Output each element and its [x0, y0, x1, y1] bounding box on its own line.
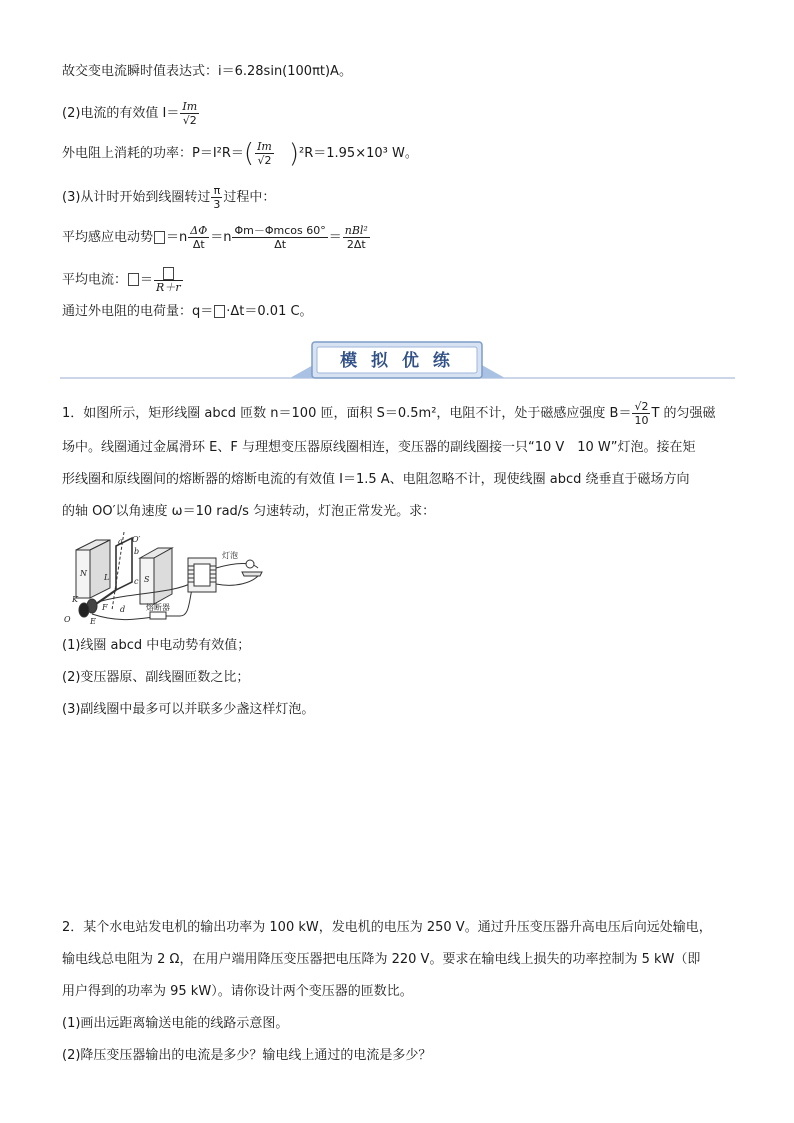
solution-line-6	[62, 266, 184, 294]
text: 1．如图所示，矩形线圈 abcd 匝数 n＝100 匝，面积 S＝0.5m²，电阻不计，处于磁感应强度 B＝	[62, 406, 632, 421]
solution-line-1	[62, 62, 352, 82]
text: (2)变压器原、副线圈匝数之比；	[62, 670, 250, 685]
text: T 的匀强磁	[651, 406, 716, 421]
problem2-question-1	[62, 1014, 288, 1034]
numerator: ΔΦ	[190, 224, 208, 237]
problem1-question-1	[62, 636, 250, 656]
denominator: √2	[257, 154, 272, 167]
label-oprime: O′	[132, 535, 141, 544]
text: 形线圈和原线圈间的熔断器的熔断电流的有效值 I＝1.5 A、电阻忽略不计，现使线圈 abcd 绕垂直于磁场方向	[62, 472, 690, 487]
text: ＝n	[166, 230, 188, 245]
label-bulb: 灯泡	[222, 551, 238, 560]
text: 场中。线圈通过金属滑环 E、F 与理想变压器原线圈相连，变压器的副线圈接一只“10 V 10 W”灯泡。接在矩	[62, 440, 696, 455]
text: ＝n	[210, 230, 232, 245]
label-s: S	[144, 575, 150, 584]
denominator: 10	[634, 414, 649, 427]
fraction	[255, 140, 274, 167]
fraction	[188, 224, 209, 251]
problem2-line-3	[62, 982, 413, 1002]
numerator: π	[211, 184, 222, 198]
bulb-wire-bottom	[216, 576, 258, 585]
text: 外电阻上消耗的功率：P＝I²R＝	[62, 146, 244, 161]
label-k: K	[72, 595, 78, 604]
label-b: b	[134, 547, 140, 556]
text: ＝	[328, 230, 342, 245]
numerator: nBl²	[344, 224, 368, 237]
text: ＝	[140, 272, 154, 288]
text: (3)副线圈中最多可以并联多少盏这样灯泡。	[62, 702, 315, 717]
fuse	[150, 612, 166, 619]
section-banner	[60, 340, 735, 384]
magnet-s-side	[154, 548, 172, 604]
problem2-line-1	[62, 918, 712, 938]
text: (2)电流的有效值 I＝	[62, 106, 180, 121]
text: 2．某个水电站发电机的输出功率为 100 kW，发电机的电压为 250 V。通过升压变压器升高电压后向远处输电，	[62, 920, 712, 935]
placeholder-glyph	[214, 305, 225, 318]
transformer-window	[194, 564, 210, 586]
fraction	[632, 400, 650, 427]
label-e: E	[90, 617, 96, 626]
label-l: L	[104, 573, 110, 582]
text: 平均电流：	[62, 272, 128, 288]
placeholder-glyph	[128, 273, 139, 286]
text: (1)线圈 abcd 中电动势有效值；	[62, 638, 251, 653]
text: 的轴 OO′以角速度 ω＝10 rad/s 匀速转动，灯泡正常发光。求：	[62, 504, 436, 519]
placeholder-glyph	[163, 267, 174, 280]
denominator: Δt	[192, 238, 205, 251]
text: (1)画出远距离输送电能的线路示意图。	[62, 1016, 289, 1031]
denominator: √2	[182, 114, 197, 127]
banner-wing-right	[480, 364, 505, 378]
problem1-question-2	[62, 668, 249, 688]
numerator: √2	[634, 400, 649, 413]
label-f: F	[102, 603, 108, 612]
numerator	[154, 266, 183, 281]
text: ²R＝1.95×10³ W。	[299, 146, 418, 161]
problem1-line-2	[62, 438, 696, 458]
text: 平均感应电动势	[62, 230, 154, 245]
fraction	[154, 266, 183, 294]
slip-ring-f	[79, 603, 89, 617]
fraction	[180, 100, 199, 127]
section-title: 模 拟 优 练	[340, 351, 454, 371]
label-fuse: 熔断器	[146, 603, 170, 612]
text: 输电线总电阻为 2 Ω，在用户端用降压变压器把电压降为 220 V。要求在输电线上损失的功率控制为 5 kW（即	[62, 952, 701, 967]
label-d: d	[120, 605, 126, 614]
problem1-line-3	[62, 470, 690, 490]
solution-line-3	[62, 140, 418, 167]
fraction	[343, 224, 370, 251]
label-a: a	[118, 537, 123, 546]
problem1-line-1	[62, 400, 716, 427]
text: 用户得到的功率为 95 kW）。请你设计两个变压器的匝数比。	[62, 984, 413, 999]
wire-lower	[92, 614, 180, 620]
generator-transformer-figure	[62, 532, 272, 626]
text: (3)从计时开始到线圈转过	[62, 190, 211, 205]
fraction	[211, 184, 222, 211]
label-o: O	[64, 615, 71, 624]
problem2-line-2	[62, 950, 700, 970]
text: 过程中：	[223, 190, 276, 205]
solution-text: 故交变电流瞬时值表达式：i＝6.28sin(100πt)A。	[62, 64, 352, 79]
problem2-question-2	[62, 1046, 431, 1066]
text: 通过外电阻的电荷量：q＝	[62, 304, 214, 319]
denominator: R＋r	[156, 280, 181, 294]
bulb	[246, 560, 254, 568]
denominator: Δt	[274, 238, 287, 251]
paren-close: )	[288, 138, 300, 169]
bulb-base	[242, 572, 262, 576]
denominator: 3	[213, 198, 221, 211]
placeholder-glyph	[154, 231, 165, 244]
fraction	[232, 224, 327, 251]
solution-line-4	[62, 184, 275, 211]
solution-line-2	[62, 100, 200, 127]
numerator: Im	[182, 100, 198, 113]
solution-line-5	[62, 224, 371, 251]
label-n: N	[80, 569, 87, 578]
text: ·Δt＝0.01 C。	[226, 304, 313, 319]
denominator: 2Δt	[346, 238, 366, 251]
numerator: Φm－Φmcos 60°	[234, 224, 326, 237]
magnet-n-side	[90, 540, 110, 598]
problem1-question-3	[62, 700, 314, 720]
paren-open: (	[243, 138, 255, 169]
label-c: c	[134, 577, 139, 586]
numerator: Im	[257, 140, 272, 153]
problem1-line-4	[62, 502, 435, 522]
text: (2)降压变压器输出的电流是多少？输电线上通过的电流是多少？	[62, 1048, 432, 1063]
solution-line-7	[62, 302, 313, 322]
